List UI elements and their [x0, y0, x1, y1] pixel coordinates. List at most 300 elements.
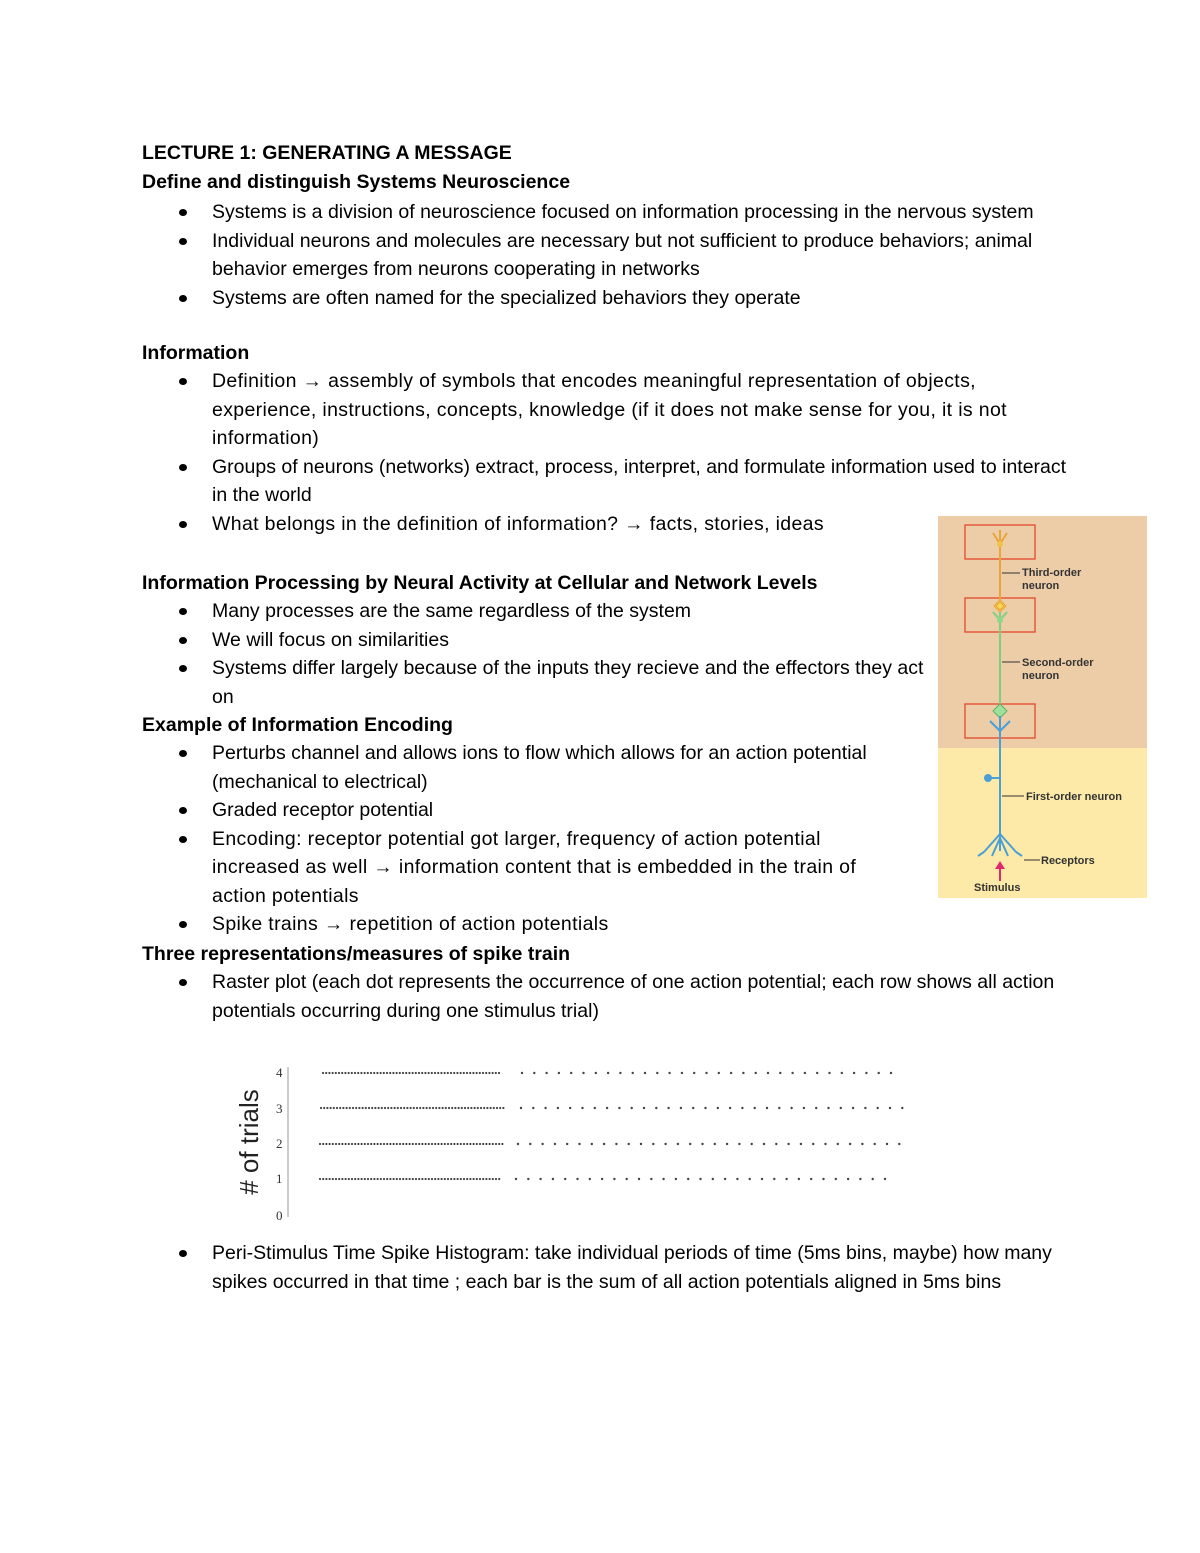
raster-spike-dot	[445, 1107, 447, 1109]
raster-spike-dot	[495, 1072, 497, 1074]
raster-spike-dot	[365, 1107, 367, 1109]
raster-spike-dot	[601, 1178, 603, 1180]
raster-spike-dot	[377, 1143, 379, 1145]
raster-spike-dot	[426, 1107, 428, 1109]
raster-spike-dot	[872, 1178, 874, 1180]
raster-spike-dot	[718, 1072, 720, 1074]
raster-spike-dot	[901, 1107, 903, 1109]
raster-spike-dot	[345, 1178, 347, 1180]
raster-spike-dot	[367, 1178, 369, 1180]
raster-spike-dot	[444, 1178, 446, 1180]
raster-spike-dot	[520, 1107, 522, 1109]
raster-spike-dot	[410, 1107, 412, 1109]
raster-spike-dot	[368, 1107, 370, 1109]
raster-spike-dot	[474, 1107, 476, 1109]
figure-lower-background	[938, 748, 1147, 898]
raster-spike-dot	[386, 1072, 388, 1074]
raster-spike-dot	[693, 1072, 695, 1074]
raster-spike-dot	[557, 1107, 559, 1109]
raster-spike-dot	[738, 1143, 740, 1145]
raster-spike-dot	[338, 1178, 340, 1180]
raster-spike-dot	[402, 1178, 404, 1180]
raster-spike-dot	[626, 1178, 628, 1180]
raster-spike-dot	[346, 1107, 348, 1109]
raster-spike-dot	[415, 1143, 417, 1145]
raster-spike-dot	[396, 1072, 398, 1074]
raster-spike-dot	[441, 1143, 443, 1145]
bullet-list-encoding	[142, 739, 902, 939]
raster-spike-dot	[466, 1178, 468, 1180]
raster-spike-dot	[367, 1072, 369, 1074]
raster-spike-dot	[332, 1072, 334, 1074]
raster-spike-dot	[742, 1072, 744, 1074]
raster-spike-dot	[652, 1143, 654, 1145]
raster-spike-dot	[354, 1178, 356, 1180]
raster-spike-dot	[791, 1072, 793, 1074]
raster-spike-dot	[322, 1178, 324, 1180]
raster-spike-dot	[498, 1178, 500, 1180]
raster-spike-dot	[482, 1178, 484, 1180]
raster-spike-dot	[389, 1072, 391, 1074]
raster-spike-dot	[458, 1107, 460, 1109]
raster-spike-dot	[800, 1143, 802, 1145]
raster-spike-dot	[378, 1107, 380, 1109]
raster-spike-dot	[438, 1107, 440, 1109]
raster-spike-dot	[402, 1072, 404, 1074]
raster-spike-dot	[701, 1143, 703, 1145]
raster-spike-dot	[442, 1107, 444, 1109]
raster-spike-dot	[325, 1143, 327, 1145]
raster-spike-dot	[377, 1178, 379, 1180]
raster-spike-dot	[606, 1107, 608, 1109]
raster-spike-dot	[692, 1107, 694, 1109]
raster-spike-dot	[354, 1072, 356, 1074]
raster-spike-dot	[628, 1143, 630, 1145]
bullet-list-systems	[142, 198, 1077, 312]
raster-spike-dot	[775, 1143, 777, 1145]
raster-spike-dot	[889, 1107, 891, 1109]
raster-spike-dot	[736, 1178, 738, 1180]
raster-spike-dot	[878, 1072, 880, 1074]
raster-spike-dot	[354, 1143, 356, 1145]
raster-spike-dot	[816, 1072, 818, 1074]
raster-spike-dot	[489, 1143, 491, 1145]
raster-spike-dot	[761, 1178, 763, 1180]
raster-spike-dot	[415, 1178, 417, 1180]
list-item: Peri-Stimulus Time Spike Histogram: take individual periods of time (5ms bins, maybe) how many spikes occurred in that time ; each bar is the sum of all action potentials aligned in 5ms bins	[142, 1239, 1077, 1296]
raster-spike-dot	[766, 1107, 768, 1109]
raster-spike-dot	[837, 1143, 839, 1145]
raster-spike-dot	[767, 1072, 769, 1074]
raster-spike-dot	[460, 1072, 462, 1074]
raster-spike-dot	[486, 1107, 488, 1109]
raster-spike-dot	[351, 1072, 353, 1074]
raster-spike-dot	[454, 1107, 456, 1109]
raster-spike-dot	[348, 1143, 350, 1145]
raster-spike-dot	[437, 1143, 439, 1145]
raster-spike-dot	[717, 1107, 719, 1109]
raster-spike-dot	[473, 1143, 475, 1145]
raster-spike-dot	[421, 1072, 423, 1074]
raster-ytick-1: 1	[276, 1171, 283, 1186]
raster-spike-dot	[485, 1072, 487, 1074]
raster-spike-dot	[428, 1072, 430, 1074]
raster-spike-dot	[412, 1178, 414, 1180]
raster-spike-dot	[847, 1178, 849, 1180]
raster-spike-dot	[383, 1178, 385, 1180]
raster-spike-dot	[357, 1143, 359, 1145]
raster-spike-dot	[463, 1178, 465, 1180]
raster-spike-dot	[804, 1072, 806, 1074]
raster-spike-dot	[362, 1107, 364, 1109]
raster-spike-dot	[345, 1143, 347, 1145]
raster-spike-dot	[554, 1143, 556, 1145]
section-heading-information-encoding: Example of Information Encoding	[142, 714, 453, 736]
raster-spike-dot	[533, 1072, 535, 1074]
raster-spike-dot	[712, 1178, 714, 1180]
raster-y-axis-label: # of trials	[234, 1089, 264, 1195]
raster-spike-dot	[380, 1178, 382, 1180]
raster-spike-dot	[396, 1178, 398, 1180]
raster-spike-dot	[335, 1178, 337, 1180]
raster-spike-dot	[569, 1107, 571, 1109]
raster-spike-dot	[824, 1143, 826, 1145]
raster-spike-dot	[383, 1072, 385, 1074]
raster-spike-dot	[668, 1072, 670, 1074]
raster-spike-dot	[461, 1107, 463, 1109]
raster-spike-dot	[434, 1178, 436, 1180]
raster-spike-dot	[370, 1178, 372, 1180]
raster-spike-dot	[421, 1178, 423, 1180]
raster-spike-dot	[342, 1107, 344, 1109]
raster-spike-dot	[419, 1107, 421, 1109]
raster-spike-dot	[479, 1143, 481, 1145]
raster-spike-dot	[773, 1178, 775, 1180]
raster-spike-dot	[400, 1107, 402, 1109]
raster-spike-dot	[632, 1072, 634, 1074]
raster-spike-dot	[457, 1178, 459, 1180]
raster-spike-dot	[529, 1143, 531, 1145]
raster-spike-dot	[502, 1107, 504, 1109]
raster-plot	[228, 1062, 928, 1227]
raster-spike-dot	[403, 1107, 405, 1109]
raster-spike-dot	[390, 1107, 392, 1109]
raster-spike-dots	[319, 1072, 904, 1180]
raster-spike-dot	[386, 1178, 388, 1180]
raster-spike-dot	[479, 1178, 481, 1180]
raster-spike-dot	[681, 1072, 683, 1074]
raster-spike-dot	[425, 1178, 427, 1180]
list-item: We will focus on similarities	[142, 626, 932, 655]
raster-spike-dot	[779, 1072, 781, 1074]
raster-spike-dot	[662, 1178, 664, 1180]
raster-spike-dot	[336, 1107, 338, 1109]
raster-spike-dot	[440, 1072, 442, 1074]
raster-spike-dot	[840, 1107, 842, 1109]
raster-spike-dot	[341, 1178, 343, 1180]
raster-spike-dot	[803, 1107, 805, 1109]
raster-spike-dot	[402, 1143, 404, 1145]
raster-spike-dot	[631, 1107, 633, 1109]
raster-spike-dot	[749, 1178, 751, 1180]
raster-spike-dot	[705, 1072, 707, 1074]
raster-spike-dot	[576, 1178, 578, 1180]
raster-spike-dot	[339, 1107, 341, 1109]
stimulus-label: Stimulus	[974, 882, 1021, 894]
list-item: Definition → assembly of symbols that encodes meaningful representation of objects, experience, instructions, concepts, knowledge (if it does not make sense for you, it is not information)	[142, 367, 1077, 453]
raster-spike-dot	[877, 1107, 879, 1109]
raster-spike-dot	[874, 1143, 876, 1145]
raster-spike-dot	[492, 1143, 494, 1145]
raster-spike-dot	[582, 1072, 584, 1074]
raster-spike-dot	[677, 1143, 679, 1145]
raster-spike-dot	[357, 1072, 359, 1074]
raster-spike-dot	[325, 1072, 327, 1074]
raster-spike-dot	[578, 1143, 580, 1145]
raster-spike-dot	[373, 1072, 375, 1074]
list-item: Individual neurons and molecules are necessary but not sufficient to produce behaviors; animal behavior emerges from neurons cooperating in networks	[142, 227, 1077, 284]
raster-spike-dot	[406, 1107, 408, 1109]
raster-spike-dot	[434, 1143, 436, 1145]
neuron-pathway-figure	[938, 516, 1147, 898]
raster-spike-dot	[480, 1107, 482, 1109]
raster-spike-dot	[330, 1107, 332, 1109]
raster-spike-dot	[319, 1143, 321, 1145]
raster-spike-dot	[367, 1143, 369, 1145]
raster-spike-dot	[545, 1072, 547, 1074]
raster-spike-dot	[828, 1072, 830, 1074]
raster-spike-dot	[422, 1107, 424, 1109]
raster-spike-dot	[591, 1143, 593, 1145]
raster-spike-dot	[498, 1143, 500, 1145]
raster-spike-dot	[409, 1178, 411, 1180]
raster-spike-dot	[643, 1107, 645, 1109]
raster-spike-dot	[815, 1107, 817, 1109]
raster-spike-dot	[393, 1178, 395, 1180]
bullet-list-spike-train	[142, 968, 1077, 1025]
raster-spike-dot	[482, 1072, 484, 1074]
raster-spike-dot	[490, 1107, 492, 1109]
raster-spike-dot	[640, 1143, 642, 1145]
raster-spike-dot	[544, 1107, 546, 1109]
raster-spike-dot	[373, 1143, 375, 1145]
raster-spike-dot	[450, 1178, 452, 1180]
raster-spike-dot	[615, 1143, 617, 1145]
raster-spike-dot	[755, 1072, 757, 1074]
raster-spike-dot	[387, 1107, 389, 1109]
raster-spike-dot	[352, 1107, 354, 1109]
list-item: Systems are often named for the specialized behaviors they operate	[142, 284, 1077, 313]
raster-spike-dot	[409, 1143, 411, 1145]
raster-spike-dot	[527, 1178, 529, 1180]
raster-spike-dot	[364, 1143, 366, 1145]
raster-spike-dot	[351, 1178, 353, 1180]
raster-spike-dot	[498, 1072, 500, 1074]
raster-spike-dot	[357, 1178, 359, 1180]
raster-spike-dot	[890, 1072, 892, 1074]
raster-spike-dot	[421, 1143, 423, 1145]
raster-spike-dot	[361, 1143, 363, 1145]
raster-spike-dot	[558, 1072, 560, 1074]
raster-spike-dot	[444, 1072, 446, 1074]
list-item: Spike trains → repetition of action potentials	[142, 910, 902, 939]
raster-spike-dot	[380, 1143, 382, 1145]
raster-spike-dot	[389, 1178, 391, 1180]
raster-spike-dot	[852, 1107, 854, 1109]
raster-spike-dot	[413, 1107, 415, 1109]
raster-spike-dot	[393, 1143, 395, 1145]
second-order-label-line2: neuron	[1022, 670, 1060, 682]
raster-spike-dot	[355, 1107, 357, 1109]
raster-spike-dot	[469, 1143, 471, 1145]
raster-spike-dot	[589, 1178, 591, 1180]
raster-spike-dot	[595, 1072, 597, 1074]
section-heading-information: Information	[142, 342, 250, 364]
raster-spike-dot	[493, 1107, 495, 1109]
raster-spike-dot	[675, 1178, 677, 1180]
raster-spike-dot	[488, 1072, 490, 1074]
list-item: Groups of neurons (networks) extract, process, interpret, and formulate information used to interact in the world	[142, 453, 1077, 510]
raster-spike-dot	[341, 1143, 343, 1145]
raster-spike-dot	[428, 1178, 430, 1180]
raster-spike-dot	[428, 1143, 430, 1145]
raster-spike-dot	[394, 1107, 396, 1109]
raster-spike-dot	[447, 1178, 449, 1180]
raster-spike-dot	[412, 1072, 414, 1074]
raster-spike-dot	[619, 1072, 621, 1074]
raster-spike-dot	[644, 1072, 646, 1074]
raster-spike-dot	[418, 1143, 420, 1145]
raster-spike-dot	[787, 1143, 789, 1145]
raster-spike-dot	[699, 1178, 701, 1180]
raster-spike-dot	[460, 1143, 462, 1145]
raster-spike-dot	[835, 1178, 837, 1180]
raster-spike-dot	[396, 1143, 398, 1145]
list-item: Raster plot (each dot represents the occurrence of one action potential; each row shows all action potentials occurring during one stimulus trial)	[142, 968, 1077, 1025]
raster-spike-dot	[325, 1178, 327, 1180]
raster-spike-dot	[479, 1072, 481, 1074]
raster-spike-dot	[431, 1143, 433, 1145]
raster-spike-dot	[638, 1178, 640, 1180]
raster-spike-dot	[466, 1072, 468, 1074]
raster-spike-dot	[405, 1072, 407, 1074]
raster-spike-dot	[360, 1072, 362, 1074]
raster-spike-dot	[447, 1072, 449, 1074]
raster-spike-dot	[453, 1143, 455, 1145]
raster-spike-dot	[564, 1178, 566, 1180]
second-order-label-line1: Second-order	[1022, 657, 1094, 669]
raster-spike-dot	[898, 1143, 900, 1145]
raster-spike-dot	[431, 1178, 433, 1180]
raster-spike-dot	[467, 1107, 469, 1109]
raster-spike-dot	[884, 1178, 886, 1180]
raster-spike-dot	[463, 1072, 465, 1074]
raster-spike-dot	[778, 1107, 780, 1109]
raster-spike-dot	[650, 1178, 652, 1180]
raster-spike-dot	[810, 1178, 812, 1180]
raster-spike-dot	[541, 1143, 543, 1145]
raster-spike-dot	[450, 1072, 452, 1074]
raster-spike-dot	[397, 1107, 399, 1109]
raster-spike-dot	[320, 1107, 322, 1109]
raster-spike-dot	[335, 1072, 337, 1074]
raster-spike-dot	[399, 1072, 401, 1074]
raster-spike-dot	[469, 1072, 471, 1074]
raster-spike-dot	[384, 1107, 386, 1109]
raster-spike-dot	[332, 1143, 334, 1145]
raster-spike-dot	[552, 1178, 554, 1180]
raster-spike-dot	[489, 1178, 491, 1180]
raster-spike-dot	[515, 1178, 517, 1180]
raster-spike-dot	[373, 1178, 375, 1180]
raster-spike-dot	[859, 1178, 861, 1180]
section-heading-information-processing: Information Processing by Neural Activity at Cellular and Network Levels	[142, 572, 818, 594]
bullet-list-psth	[142, 1239, 1077, 1296]
raster-spike-dot	[469, 1178, 471, 1180]
raster-spike-dot	[741, 1107, 743, 1109]
raster-spike-dot	[323, 1107, 325, 1109]
raster-spike-dot	[450, 1143, 452, 1145]
raster-spike-dot	[687, 1178, 689, 1180]
raster-spike-dot	[473, 1178, 475, 1180]
raster-spike-dot	[381, 1107, 383, 1109]
list-item: Graded receptor potential	[142, 796, 902, 825]
raster-spike-dot	[416, 1107, 418, 1109]
raster-spike-dot	[451, 1107, 453, 1109]
raster-spike-dot	[496, 1107, 498, 1109]
raster-spike-dot	[322, 1072, 324, 1074]
raster-spike-dot	[415, 1072, 417, 1074]
raster-spike-dot	[714, 1143, 716, 1145]
bullet-list-processing	[142, 597, 932, 711]
raster-spike-dot	[492, 1072, 494, 1074]
receptors-label: Receptors	[1041, 855, 1095, 867]
raster-spike-dot	[618, 1107, 620, 1109]
section-heading-systems-neuroscience: Define and distinguish Systems Neuroscience	[142, 171, 571, 193]
raster-spike-dot	[472, 1072, 474, 1074]
raster-spike-dot	[383, 1143, 385, 1145]
raster-spike-dot	[338, 1072, 340, 1074]
raster-spike-dot	[441, 1178, 443, 1180]
raster-spike-dot	[680, 1107, 682, 1109]
list-item: Encoding: receptor potential got larger, frequency of action potential increased as well → information content that is embedded in the train of action potentials	[142, 825, 902, 911]
raster-spike-dot	[456, 1072, 458, 1074]
raster-spike-dot	[319, 1178, 321, 1180]
raster-spike-dot	[704, 1107, 706, 1109]
raster-spike-dot	[730, 1072, 732, 1074]
raster-spike-dot	[483, 1107, 485, 1109]
raster-spike-dot	[470, 1107, 472, 1109]
raster-spike-dot	[437, 1178, 439, 1180]
raster-spike-dot	[798, 1178, 800, 1180]
raster-spike-dot	[485, 1143, 487, 1145]
raster-spike-dot	[763, 1143, 765, 1145]
raster-spike-dot	[448, 1107, 450, 1109]
raster-spike-dot	[603, 1143, 605, 1145]
raster-spike-dot	[370, 1143, 372, 1145]
raster-ytick-0: 0	[276, 1208, 283, 1223]
raster-spike-dot	[435, 1107, 437, 1109]
list-item: Many processes are the same regardless of the system	[142, 597, 932, 626]
raster-spike-dot	[886, 1143, 888, 1145]
raster-spike-dot	[532, 1107, 534, 1109]
raster-spike-dot	[581, 1107, 583, 1109]
raster-spike-dot	[689, 1143, 691, 1145]
raster-spike-dot	[613, 1178, 615, 1180]
raster-ytick-4: 4	[276, 1065, 283, 1080]
third-order-label-line2: neuron	[1022, 580, 1060, 592]
raster-spike-dot	[861, 1143, 863, 1145]
